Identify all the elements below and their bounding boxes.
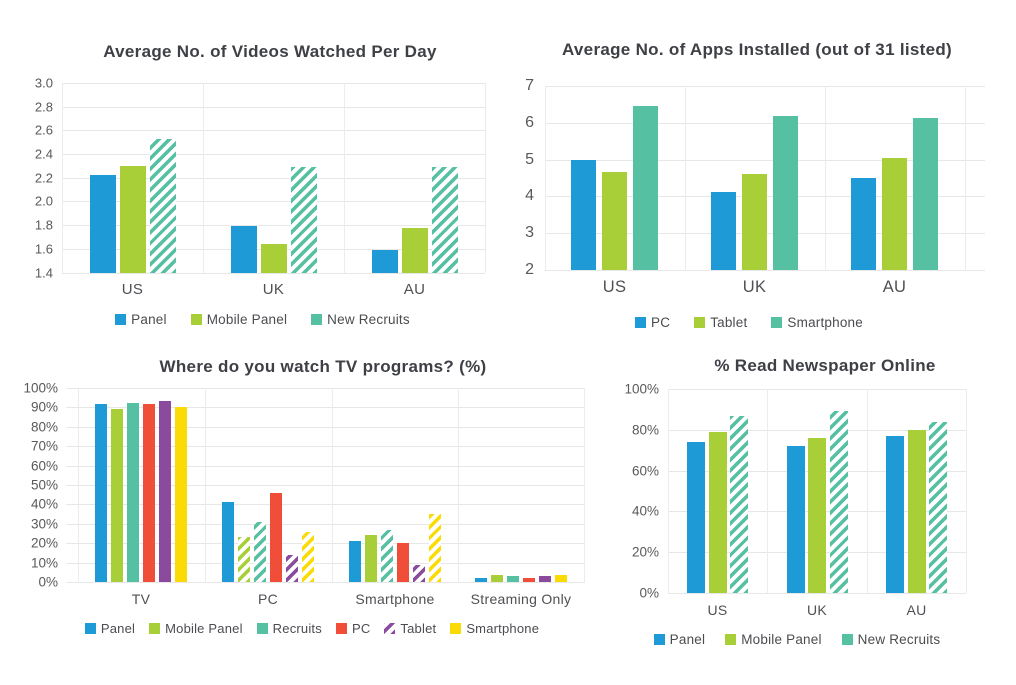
bar-panel (231, 226, 257, 272)
y-tick-label: 3 (525, 224, 534, 242)
y-tick-label: 0% (38, 574, 58, 590)
x-category-label: Streaming Only (470, 591, 572, 607)
legend-marker-teal (311, 314, 322, 325)
legend-label: Panel (669, 632, 706, 647)
y-tick-label: 30% (30, 516, 58, 532)
legend (630, 633, 964, 647)
bar-new-recruits (150, 139, 176, 273)
legend-label: PC (351, 621, 371, 636)
y-tick-label: 2 (525, 261, 534, 278)
y-tick-label: 40% (30, 496, 58, 512)
legend-item (115, 313, 167, 327)
y-tick-label: 7 (525, 77, 534, 94)
legend (33, 622, 591, 635)
legend-item (384, 622, 436, 635)
x-category-label: PC (257, 591, 279, 607)
plot-area (525, 77, 985, 296)
legend-label: Mobile Panel (165, 621, 243, 636)
legend-marker-green (191, 314, 202, 325)
bar-smartphone (913, 118, 938, 270)
y-tick-label: 100% (23, 380, 58, 396)
legend (30, 313, 495, 327)
bar-group (687, 389, 748, 593)
legend-label: Panel (131, 312, 167, 327)
y-tick-label: 70% (30, 438, 58, 454)
legend-item (771, 316, 863, 330)
gridline-v (545, 86, 546, 270)
bar-new-recruits (929, 422, 947, 593)
legend-label: Smartphone (787, 315, 863, 330)
bar-mobile-panel (402, 228, 428, 273)
legend-item (191, 313, 287, 327)
legend-marker-teal (771, 317, 782, 328)
gridline-v (825, 86, 826, 270)
y-tick-label: 40% (631, 503, 659, 519)
bar-pc (523, 578, 535, 582)
bar-group (349, 388, 441, 582)
x-category-label: US (707, 602, 728, 618)
bar-mobile-panel (365, 535, 377, 582)
x-category-label: UK (806, 602, 828, 618)
bar-tablet (882, 158, 907, 270)
bar-mobile-panel (709, 432, 727, 593)
gridline-v (78, 388, 79, 582)
legend-marker-blue (85, 623, 96, 634)
legend-marker-teal (257, 623, 268, 634)
x-category-label: US (121, 280, 144, 298)
bar-smartphone (555, 575, 567, 582)
gridline-v (668, 389, 669, 593)
bar-panel (475, 578, 487, 582)
gridline-v (966, 389, 967, 593)
bar-panel (349, 541, 361, 582)
y-tick-label: 60% (631, 462, 659, 478)
bar-panel (222, 502, 234, 582)
y-tick-label: 2.4 (34, 146, 53, 162)
bar-tablet (413, 565, 425, 582)
bar-panel (95, 404, 107, 582)
chart-title: Where do you watch TV programs? (%) (159, 357, 487, 376)
bar-pc (143, 404, 155, 582)
y-tick-label: 2.2 (34, 170, 53, 186)
bar-mobile-panel (261, 244, 287, 272)
x-category-label: UK (742, 278, 767, 296)
bar-panel (787, 446, 805, 593)
y-tick-label: 10% (30, 554, 58, 570)
legend-marker-yellow (450, 623, 461, 634)
legend-label: Tablet (710, 315, 748, 330)
legend-label: Panel (100, 621, 136, 636)
bar-recruits (381, 530, 393, 582)
bar-group (222, 388, 314, 582)
y-tick-label: 1.6 (34, 241, 53, 257)
bar-group (90, 83, 176, 273)
gridline-v (332, 388, 333, 582)
bar-pc (711, 192, 736, 270)
bar-group (851, 86, 938, 270)
chart-title: Average No. of Apps Installed (out of 31 listed) (561, 40, 953, 59)
y-tick-label: 6 (525, 113, 534, 131)
legend-marker-blue (654, 634, 665, 645)
y-tick-label: 50% (30, 477, 58, 493)
x-category-label: AU (906, 602, 927, 618)
legend (518, 316, 980, 330)
legend-label: New Recruits (327, 312, 410, 327)
x-category-label: US (602, 278, 627, 296)
bar-pc (571, 160, 596, 270)
bar-mobile-panel (120, 166, 146, 273)
bar-panel (687, 442, 705, 593)
bar-mobile-panel (908, 430, 926, 593)
y-tick-label: 2.8 (34, 99, 53, 115)
gridline-v (485, 83, 486, 273)
bar-smartphone (429, 514, 441, 582)
x-category-label: AU (882, 278, 907, 296)
legend-item (654, 633, 706, 647)
legend-marker-green (694, 317, 705, 328)
bar-panel (372, 250, 398, 273)
bar-group (231, 83, 317, 273)
bar-tablet (539, 576, 551, 582)
gridline-h (62, 273, 485, 274)
bar-recruits (254, 522, 266, 582)
chart-title: % Read Newspaper Online (714, 356, 936, 375)
gridline-v (685, 86, 686, 270)
y-tick-label: 20% (631, 544, 659, 560)
gridline-v (203, 83, 204, 273)
legend-marker-blue (115, 314, 126, 325)
bar-new-recruits (291, 167, 317, 272)
legend-marker-purple (384, 623, 395, 634)
legend-item (694, 316, 747, 330)
legend-label: Smartphone (466, 621, 540, 636)
gridline-v (458, 388, 459, 582)
bar-panel (90, 175, 116, 272)
bar-smartphone (302, 532, 314, 582)
bar-tablet (286, 555, 298, 582)
legend-label: Recruits (272, 621, 322, 636)
gridline-v (965, 86, 966, 270)
y-tick-label: 80% (631, 422, 659, 438)
y-tick-label: 0% (639, 585, 659, 601)
legend-item (336, 622, 370, 635)
x-category-label: AU (403, 280, 426, 298)
legend-marker-red (336, 623, 347, 634)
bar-group (711, 86, 798, 270)
legend-label: PC (651, 315, 671, 330)
legend-marker-green (725, 634, 736, 645)
bar-mobile-panel (491, 575, 503, 582)
legend-item (635, 316, 670, 330)
bar-panel (886, 436, 904, 593)
gridline-v (62, 83, 63, 273)
bar-group (886, 389, 947, 593)
x-category-label: UK (262, 280, 285, 298)
bar-recruits (507, 576, 519, 582)
bar-group (475, 388, 567, 582)
legend-item (149, 622, 243, 635)
x-category-label: Smartphone (355, 591, 435, 607)
gridline-v (867, 389, 868, 593)
bar-smartphone (633, 106, 658, 270)
bar-pc (851, 178, 876, 270)
y-tick-label: 5 (525, 150, 534, 168)
bar-pc (397, 543, 409, 582)
gridline-v (344, 83, 345, 273)
y-tick-label: 100% (624, 381, 659, 397)
gridline-v (205, 388, 206, 582)
legend-item (85, 622, 135, 635)
bar-new-recruits (830, 411, 848, 593)
bar-mobile-panel (808, 438, 826, 593)
y-tick-label: 20% (30, 535, 58, 551)
bar-group (372, 83, 458, 273)
legend-item (725, 633, 821, 647)
y-tick-label: 1.8 (34, 217, 53, 233)
legend-label: Tablet (400, 621, 437, 636)
bar-smartphone (175, 407, 187, 582)
legend-item (450, 622, 539, 635)
legend-label: Mobile Panel (741, 632, 822, 647)
bar-tablet (602, 172, 627, 270)
y-tick-label: 3.0 (34, 75, 53, 91)
gridline-h (668, 593, 966, 594)
bar-new-recruits (432, 167, 458, 272)
y-tick-label: 60% (30, 457, 58, 473)
legend-label: Mobile Panel (206, 312, 288, 327)
bar-tablet (742, 174, 767, 270)
bar-group (571, 86, 658, 270)
bar-recruits (127, 403, 139, 582)
plot-area (34, 75, 485, 298)
plot-area (23, 380, 585, 607)
bar-mobile-panel (111, 409, 123, 582)
bar-new-recruits (730, 416, 748, 593)
y-tick-label: 2.6 (34, 122, 53, 138)
legend-marker-green (149, 623, 160, 634)
legend-marker-teal (842, 634, 853, 645)
gridline-v (584, 388, 585, 582)
legend-item (842, 633, 941, 647)
legend-label: New Recruits (857, 632, 941, 647)
legend-marker-blue (635, 317, 646, 328)
bar-group (787, 389, 848, 593)
legend-item (257, 622, 322, 635)
x-category-label: TV (131, 591, 151, 607)
bar-tablet (159, 401, 171, 582)
plot-area (624, 381, 966, 618)
chart-title: Average No. of Videos Watched Per Day (103, 42, 437, 61)
y-tick-label: 1.4 (34, 265, 53, 280)
bar-smartphone (773, 116, 798, 270)
gridline-v (767, 389, 768, 593)
y-tick-label: 2.0 (34, 193, 53, 209)
bar-group (95, 388, 187, 582)
y-tick-label: 4 (525, 187, 534, 205)
y-tick-label: 90% (30, 399, 58, 415)
y-tick-label: 80% (30, 419, 58, 435)
bar-mobile-panel (238, 537, 250, 582)
gridline-h (545, 270, 985, 271)
legend-item (311, 313, 410, 327)
gridline-h (66, 582, 585, 583)
bar-pc (270, 493, 282, 582)
